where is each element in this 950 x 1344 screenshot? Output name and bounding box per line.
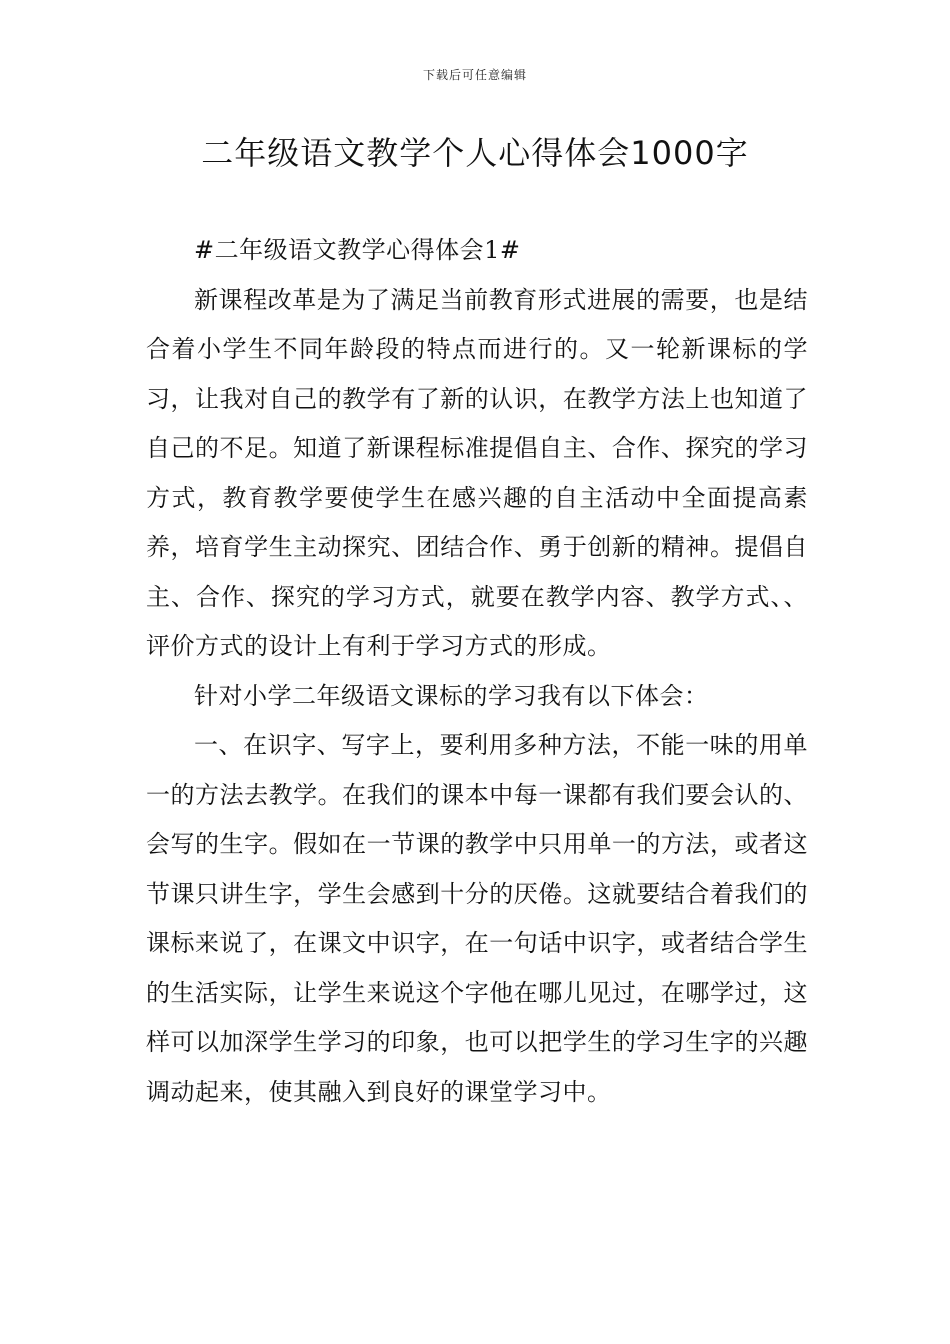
paragraph: 新课程改革是为了满足当前教育形式进展的需要，也是结合着小学生不同年龄段的特点而进行的。又一轮新课标的学习，让我对自己的教学有了新的认识，在教学方法上也知道了自己的不足。知道了新课程标准提倡自主、合作、探究的学习方式，教育教学要使学生在感兴趣的自主活动中全面提高素养，培育学生主动探究、团结合作、勇于创新的精神。提倡自主、合作、探究的学习方式，就要在教学内容、教学方式、、评价方式的设计上有利于学习方式的形成。: [146, 285, 808, 660]
header-note: 下载后可任意编辑: [422, 68, 527, 82]
paragraph: 一、在识字、写字上，要利用多种方法，不能一味的用单一的方法去教学。在我们的课本中每一课都有我们要会认的、会写的生字。假如在一节课的教学中只用单一的方法，或者这节课只讲生字，学生会感到十分的厌倦。这就要结合着我们的课标来说了，在课文中识字，在一句话中识字，或者结合学生的生活实际，让学生来说这个字他在哪儿见过，在哪学过，这样可以加深学生学习的印象，也可以把学生的学习生字的兴趣调动起来，使其融入到良好的课堂学习中。: [146, 731, 808, 1106]
paragraph: 针对小学二年级语文课标的学习我有以下体会：: [194, 681, 709, 710]
document-body: [146, 226, 808, 1117]
section-heading: #二年级语文教学心得体会1#: [194, 236, 521, 264]
document-title: 二年级语文教学个人心得体会1000字: [201, 134, 749, 172]
